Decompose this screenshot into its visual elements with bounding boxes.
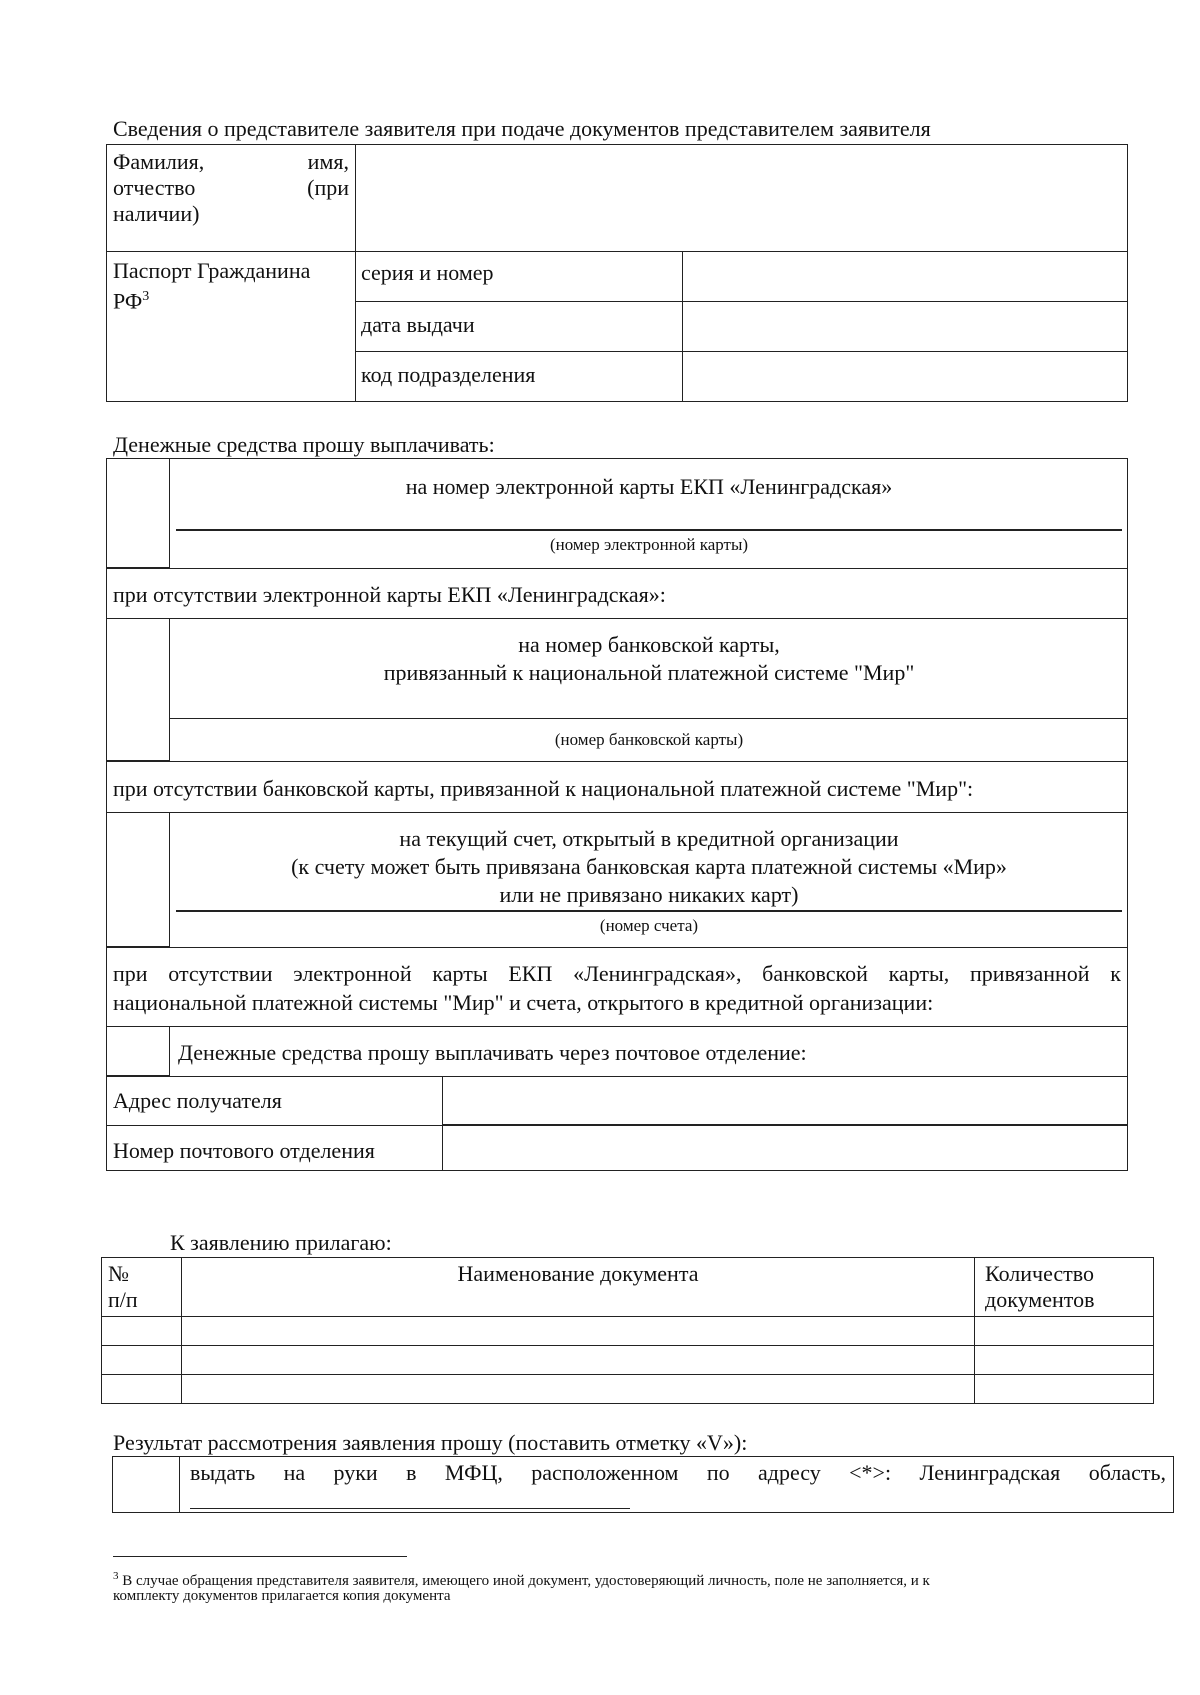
account-caption: (номер счета): [599, 916, 699, 935]
table-row: [102, 1375, 1154, 1404]
fio-label-cell: [107, 145, 356, 252]
row-qty-cell[interactable]: [975, 1375, 1154, 1404]
attachments-heading: К заявлению прилагаю:: [170, 1230, 392, 1255]
account-option-line1: на текущий счет, открытый в кредитной организации: [399, 826, 899, 851]
result-option: выдать на руки в МФЦ, расположенном по адресу <*>: Ленинградская область,: [190, 1460, 1166, 1485]
bank-option-line1: на номер банковской карты,: [518, 632, 780, 657]
fio-value-cell[interactable]: [356, 145, 1128, 252]
row-qty-cell[interactable]: [975, 1317, 1154, 1346]
passport-label-2: РФ: [113, 288, 143, 314]
col-name-header: Наименование документа: [182, 1258, 975, 1317]
account-checkbox[interactable]: [106, 812, 170, 947]
fio-word-5: наличии): [113, 201, 200, 226]
post-option: Денежные средства прошу выплачивать через почтовое отделение:: [178, 1040, 807, 1065]
footnote-separator: [113, 1556, 407, 1557]
payment-heading: Денежные средства прошу выплачивать:: [113, 432, 495, 457]
address-value[interactable]: [442, 1076, 1128, 1125]
passport-label: Паспорт Гражданина: [113, 258, 311, 283]
bank-caption: (номер банковской карты): [554, 730, 744, 749]
col-num-header: № п/п: [102, 1258, 182, 1317]
row-name-cell[interactable]: [182, 1317, 975, 1346]
ekp-checkbox[interactable]: [106, 458, 170, 568]
attachments-table: [101, 1257, 1154, 1404]
footnote-line1: $^3$ В случае обращения представителя заявителя, имеющего иной документ, удостоверяющий личность, поле не заполняется, и к: [113, 1570, 930, 1589]
passport-label-cell: [107, 252, 356, 402]
divider: [106, 618, 1128, 619]
row-name-cell[interactable]: [182, 1346, 975, 1375]
bank-option-line2: привязанный к национальной платежной системе "Мир": [383, 660, 915, 685]
address-label: Адрес получателя: [113, 1088, 282, 1113]
result-address-line[interactable]: [190, 1508, 630, 1509]
account-number-line: [176, 910, 1122, 912]
footnote-line2: комплекту документов прилагается копия документа: [113, 1588, 451, 1604]
row-num-cell[interactable]: [102, 1317, 182, 1346]
row-num-cell[interactable]: [102, 1375, 182, 1404]
footnote-mark: 3: [113, 1570, 119, 1582]
row-qty-cell[interactable]: [975, 1346, 1154, 1375]
account-option-line3: или не привязано никаких карт): [499, 882, 799, 907]
fio-word-1: Фамилия,: [113, 149, 205, 174]
issue-date-value[interactable]: [683, 302, 1128, 352]
result-heading: Результат рассмотрения заявления прошу (поставить отметку «V»):: [113, 1430, 748, 1455]
row-name-cell[interactable]: [182, 1375, 975, 1404]
fio-word-3: отчество: [113, 175, 196, 200]
table-row: [102, 1346, 1154, 1375]
divider: [106, 761, 1128, 762]
dept-code-label: код подразделения: [356, 352, 683, 402]
no-all-line2: национальной платежной системы "Мир" и счета, открытого в кредитной организации:: [113, 990, 934, 1015]
series-label: серия и номер: [356, 252, 683, 302]
col-qty-header: Количество документов: [975, 1258, 1154, 1317]
ekp-number-line: [176, 529, 1122, 531]
issue-date-label: дата выдачи: [356, 302, 683, 352]
dept-code-value[interactable]: [683, 352, 1128, 402]
no-ekp-text: при отсутствии электронной карты ЕКП «Ленинградская»:: [113, 582, 666, 607]
rep-table: [106, 144, 1128, 402]
post-number-value[interactable]: [442, 1125, 1128, 1171]
result-checkbox[interactable]: [112, 1456, 180, 1513]
footnote-ref: 3: [142, 289, 150, 304]
account-option-line2: (к счету может быть привязана банковская карта платежной системы «Мир»: [291, 854, 1007, 879]
divider: [106, 947, 1128, 948]
post-checkbox[interactable]: [106, 1026, 170, 1076]
divider: [106, 812, 1128, 813]
no-all-line1: при отсутствии электронной карты ЕКП «Ленинградская», банковской карты, привязанной к: [113, 961, 1121, 986]
divider: [106, 568, 1128, 569]
bank-number-line: [170, 718, 1128, 719]
divider: [106, 1026, 1128, 1027]
series-value[interactable]: [683, 252, 1128, 302]
no-bank-text: при отсутствии банковской карты, привязанной к национальной платежной системе "Мир":: [113, 776, 974, 801]
ekp-caption: (номер электронной карты): [549, 535, 749, 554]
table-row: [102, 1317, 1154, 1346]
post-number-label: Номер почтового отделения: [113, 1138, 375, 1163]
ekp-option: на номер электронной карты ЕКП «Ленинградская»: [405, 474, 893, 499]
bank-checkbox[interactable]: [106, 618, 170, 761]
fio-word-2: имя,: [307, 149, 349, 174]
rep-heading: Сведения о представителе заявителя при подаче документов представителем заявителя: [113, 116, 931, 141]
row-num-cell[interactable]: [102, 1346, 182, 1375]
fio-word-4: (при: [307, 175, 349, 200]
